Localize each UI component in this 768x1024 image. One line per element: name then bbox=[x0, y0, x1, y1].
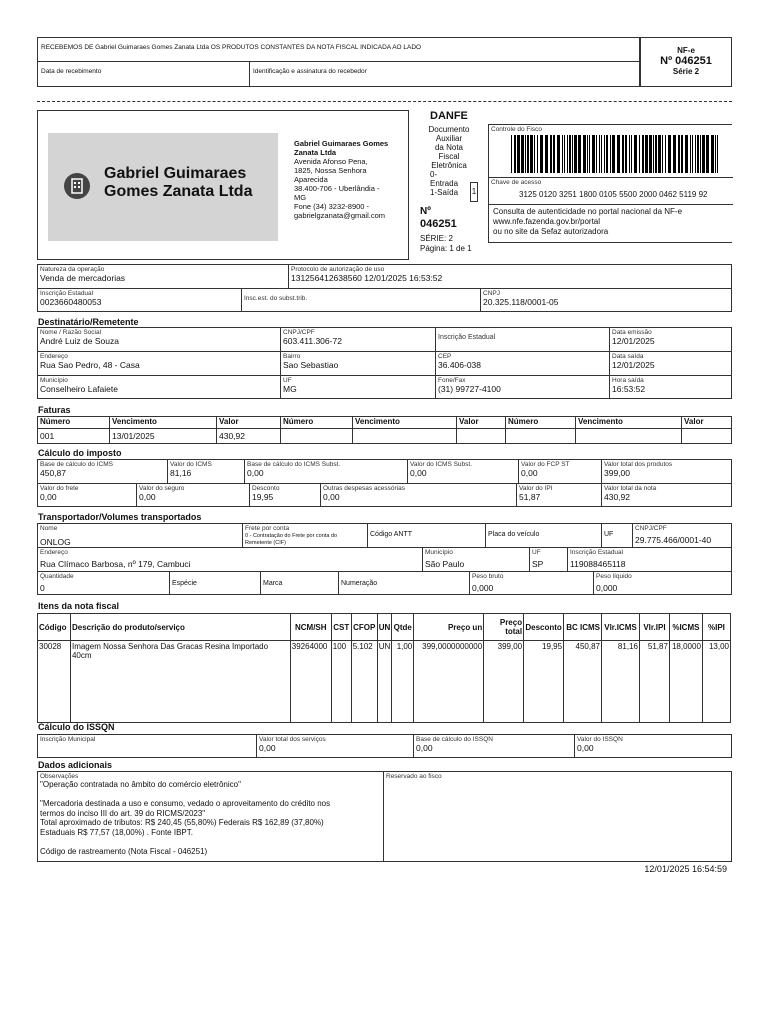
col-qty: Qtde bbox=[392, 614, 414, 641]
district-label: Bairro bbox=[283, 353, 301, 360]
col-cst: CST bbox=[331, 614, 351, 641]
tax-total-label: Valor total da nota bbox=[604, 485, 657, 492]
tax-freight: 0,00 bbox=[40, 492, 57, 502]
danfe-desc-1: Auxiliar bbox=[435, 134, 463, 143]
tax-base-icms: 450,87 bbox=[40, 468, 66, 478]
tax-ipi: 51,87 bbox=[519, 492, 541, 502]
issqn-base: 0,00 bbox=[416, 743, 433, 753]
items-header-row bbox=[38, 614, 731, 641]
consult-line-1: www.nfe.fazenda.gov.br/portal bbox=[493, 217, 601, 226]
issuer-address-5: Fone (34) 3232-8900 - bbox=[294, 202, 370, 211]
danfe-box bbox=[412, 110, 486, 260]
danfe-number-label: Nº bbox=[420, 206, 431, 217]
barcode-label: Controle do Fisco bbox=[491, 126, 542, 133]
carrier-ie: 119088465118 bbox=[570, 559, 626, 569]
transport-block bbox=[37, 523, 732, 595]
gross-weight: 0,000 bbox=[472, 583, 494, 593]
freight-value: 0 - Contratação do Frete por conta do Remetente (CIF) bbox=[245, 533, 338, 546]
exit-label: Data saída bbox=[612, 353, 644, 360]
services-value: 0,00 bbox=[259, 743, 276, 753]
tax-other-label: Outras despesas acessórias bbox=[323, 485, 406, 492]
tax-fcp-st: 0,00 bbox=[521, 468, 538, 478]
tax-icms-st: 0,00 bbox=[410, 468, 427, 478]
cep-value: 36.406-038 bbox=[438, 360, 482, 370]
tax-icms-st-label: Valor do ICMS Subst. bbox=[410, 461, 473, 468]
nfe-number: Nº 046251 bbox=[660, 55, 712, 67]
district-value: Sao Sebastiao bbox=[283, 360, 339, 370]
antt-label: Código ANTT bbox=[370, 531, 413, 538]
phone-label: Fone/Fax bbox=[438, 377, 466, 384]
carrier-uf: SP bbox=[532, 559, 544, 569]
item-vlr-icms: 81,16 bbox=[601, 641, 639, 723]
building-icon bbox=[64, 173, 90, 199]
table-row bbox=[38, 641, 731, 723]
transport-section-title: Transportador/Volumes transportados bbox=[38, 512, 202, 522]
services-label: Valor total dos serviços bbox=[259, 736, 326, 743]
recipient-section-title: Destinatário/Remetente bbox=[38, 317, 139, 327]
obs-line-7: Código de rastreamento (Nota Fiscal - 046251) bbox=[40, 846, 208, 856]
gross-weight-label: Peso bruto bbox=[472, 573, 504, 580]
inv-h-value-3: Valor bbox=[681, 416, 732, 428]
danfe-desc-3: Fiscal bbox=[438, 152, 460, 161]
operation-type-box bbox=[470, 182, 478, 202]
additional-block bbox=[37, 771, 732, 862]
tax-base-icms-label: Base de cálculo do ICMS bbox=[40, 461, 113, 468]
nature-value: Venda de mercadorias bbox=[40, 273, 126, 283]
inv-h-due-3: Vencimento bbox=[575, 416, 681, 428]
danfe-desc-0: Documento bbox=[428, 125, 470, 134]
issqn-base-label: Base de cálculo do ISSQN bbox=[416, 736, 493, 743]
plate-label: Placa do veículo bbox=[488, 531, 540, 538]
col-discount: Desconto bbox=[524, 614, 564, 641]
tax-block bbox=[37, 459, 732, 507]
protocol-value: 131256412638560 12/01/2025 16:53:52 bbox=[291, 273, 443, 283]
access-key: 3125 0120 3251 1800 0105 5500 2000 0462 5119 92 bbox=[519, 190, 708, 199]
carrier-address: Rua Clímaco Barbosa, nº 179, Cambuci bbox=[40, 559, 191, 569]
entry-label-2: 1-Saída bbox=[430, 188, 459, 197]
obs-line-5: Estaduais R$ 77,57 (18,00%) . Fonte IBPT. bbox=[40, 827, 193, 837]
recipient-doc-label: CNPJ/CPF bbox=[283, 329, 315, 336]
tax-insurance-label: Valor do seguro bbox=[139, 485, 185, 492]
issqn-block bbox=[37, 734, 732, 758]
issuer-address-4: MG bbox=[294, 193, 307, 202]
issuer-cnpj-label: CNPJ bbox=[483, 290, 500, 297]
freight-label: Frete por conta bbox=[245, 525, 290, 532]
operation-type-value: 1 bbox=[471, 187, 477, 196]
danfe-series: SÉRIE: 2 bbox=[420, 234, 453, 243]
issuer-logo bbox=[48, 133, 278, 241]
recipient-ie-label: Inscrição Estadual bbox=[438, 334, 496, 341]
item-cfop: 5.102 bbox=[351, 641, 377, 723]
access-key-label: Chave de acesso bbox=[491, 179, 542, 186]
tax-other: 0,00 bbox=[323, 492, 340, 502]
col-vlr-ipi: Vlr.IPI bbox=[639, 614, 669, 641]
uf-value: MG bbox=[283, 384, 297, 394]
reserved-label: Reservado ao fisco bbox=[386, 773, 442, 780]
item-vlr-ipi: 51,87 bbox=[639, 641, 669, 723]
issuer-address-2: Aparecida bbox=[294, 175, 328, 184]
additional-section-title: Dados adicionais bbox=[38, 760, 113, 770]
nfe-label: NF-e bbox=[677, 46, 695, 55]
brand-label: Marca bbox=[263, 580, 283, 587]
emission-label: Data emissão bbox=[612, 329, 652, 336]
cut-line bbox=[37, 101, 732, 102]
city-label: Município bbox=[40, 377, 68, 384]
invoice-due: 13/01/2025 bbox=[112, 431, 155, 441]
issqn-value-label: Valor do ISSQN bbox=[577, 736, 623, 743]
item-pct-icms: 18,0000 bbox=[669, 641, 702, 723]
net-weight: 0,000 bbox=[596, 583, 618, 593]
item-discount: 19,95 bbox=[524, 641, 564, 723]
species-label: Espécie bbox=[172, 580, 197, 587]
tax-base-st-label: Base de cálculo do ICMS Subst. bbox=[247, 461, 341, 468]
issqn-section-title: Cálculo do ISSQN bbox=[38, 722, 115, 732]
tax-products-label: Valor total dos produtos bbox=[604, 461, 673, 468]
carrier-address-label: Endereço bbox=[40, 549, 68, 556]
issuer-box bbox=[37, 110, 409, 260]
col-pct-ipi: %IPI bbox=[702, 614, 730, 641]
issuer-address-3: 38.400-706 - Uberlândia - bbox=[294, 184, 380, 193]
carrier-name-label: Nome bbox=[40, 525, 58, 532]
inv-h-number-3: Número bbox=[505, 416, 575, 428]
danfe-number: 046251 bbox=[420, 218, 457, 230]
exit-date: 12/01/2025 bbox=[612, 360, 655, 370]
col-unit-price: Preço un bbox=[414, 614, 484, 641]
recipient-address-label: Endereço bbox=[40, 353, 68, 360]
invoice-number: 001 bbox=[40, 431, 55, 441]
plate-uf-label: UF bbox=[604, 531, 614, 538]
item-unit-price: 399,0000000000 bbox=[414, 641, 484, 723]
city-value: Conselheiro Lafaiete bbox=[40, 384, 118, 394]
inv-h-value-1: Valor bbox=[216, 416, 280, 428]
col-vlr-icms: Vlr.ICMS bbox=[601, 614, 639, 641]
col-pct-icms: %ICMS bbox=[669, 614, 702, 641]
fisco-box bbox=[488, 124, 732, 243]
exit-time: 16:53:52 bbox=[612, 384, 646, 394]
items-table bbox=[37, 613, 731, 723]
entry-label-1: Entrada bbox=[430, 179, 459, 188]
col-description: Descrição do produto/serviço bbox=[70, 614, 290, 641]
tax-total: 430,92 bbox=[604, 492, 630, 502]
carrier-ie-label: Inscrição Estadual bbox=[570, 549, 624, 556]
col-ncm: NCM/SH bbox=[290, 614, 331, 641]
col-cfop: CFOP bbox=[351, 614, 377, 641]
item-cst: 100 bbox=[331, 641, 351, 723]
obs-line-4: Total aproximado de tributos: R$ 240,45 (55,80%) Federais R$ 162,89 (37,80%) bbox=[40, 818, 324, 827]
inv-h-value-2: Valor bbox=[456, 416, 505, 428]
invoices-section-title: Faturas bbox=[38, 405, 71, 415]
tax-icms: 81,16 bbox=[170, 468, 192, 478]
danfe-desc-4: Eletrônica bbox=[431, 161, 467, 170]
operation-block bbox=[37, 264, 732, 312]
cep-label: CEP bbox=[438, 353, 452, 360]
issuer-ie-label: Inscrição Estadual bbox=[40, 290, 94, 297]
item-code: 30028 bbox=[38, 641, 71, 723]
nfe-series: Série 2 bbox=[672, 67, 700, 76]
danfe-page: Página: 1 de 1 bbox=[420, 244, 472, 253]
obs-line-0: "Operação contratada no âmbito do comércio eletrônico" bbox=[40, 780, 241, 789]
issuer-address-0: Avenida Afonso Pena, bbox=[294, 157, 368, 166]
recipient-name-label: Nome / Razão Social bbox=[40, 329, 102, 336]
carrier-doc: 29.775.466/0001-40 bbox=[635, 535, 712, 545]
col-un: UN bbox=[377, 614, 392, 641]
obs-label: Observações bbox=[40, 773, 79, 780]
ie-st-label: Insc.est. do subst.trib. bbox=[244, 295, 308, 302]
inv-h-number-2: Número bbox=[280, 416, 352, 428]
tax-discount-label: Desconto bbox=[252, 485, 280, 492]
logo-company-name: Gabriel Guimaraes Gomes Zanata Ltda bbox=[104, 165, 253, 200]
carrier-doc-label: CNPJ/CPF bbox=[635, 525, 667, 532]
carrier-uf-label: UF bbox=[532, 549, 541, 556]
receipt-date-label: Data de recebimento bbox=[41, 68, 102, 75]
issuer-name: Gabriel Guimaraes Gomes Zanata Ltda bbox=[294, 139, 389, 157]
receipt-text: RECEBEMOS DE Gabriel Guimaraes Gomes Zanata Ltda OS PRODUTOS CONSTANTES DA NOTA FISCAL INDICADA AO LADO bbox=[41, 44, 422, 51]
tax-base-st: 0,00 bbox=[247, 468, 264, 478]
issuer-cnpj-value: 20.325.118/0001-05 bbox=[483, 297, 559, 307]
tax-discount: 19,95 bbox=[252, 492, 274, 502]
net-weight-label: Peso líquido bbox=[596, 573, 632, 580]
print-timestamp: 12/01/2025 16:54:59 bbox=[644, 864, 727, 874]
danfe-desc-2: da Nota bbox=[434, 143, 464, 152]
item-total-price: 399,00 bbox=[484, 641, 524, 723]
entry-label-0: 0- bbox=[430, 170, 438, 179]
obs-line-2: "Mercadoria destinada a uso e consumo, vedado o aproveitamento do crédito nos bbox=[40, 799, 331, 808]
item-pct-ipi: 13,00 bbox=[702, 641, 730, 723]
tax-ipi-label: Valor do IPI bbox=[519, 485, 553, 492]
item-qty: 1,00 bbox=[392, 641, 414, 723]
uf-label: UF bbox=[283, 377, 292, 384]
carrier-name: ONLOG bbox=[40, 537, 71, 547]
item-description: Imagem Nossa Senhora Das Gracas Resina Importado 40cm bbox=[70, 641, 290, 723]
danfe-title: DANFE bbox=[430, 110, 468, 122]
carrier-city: São Paulo bbox=[425, 559, 465, 569]
inv-h-due-1: Vencimento bbox=[109, 416, 216, 428]
obs-line-6 bbox=[40, 837, 383, 847]
obs-line-1 bbox=[40, 790, 383, 800]
recipient-block bbox=[37, 327, 732, 399]
carrier-city-label: Município bbox=[425, 549, 453, 556]
inv-h-number-1: Número bbox=[37, 416, 109, 428]
col-code: Código bbox=[38, 614, 71, 641]
item-bc-icms: 450,87 bbox=[564, 641, 602, 723]
issuer-address-6: gabrielgzanata@gmail.com bbox=[294, 211, 385, 220]
invoice-value: 430,92 bbox=[219, 431, 245, 441]
municipal-label: Inscrição Municipal bbox=[40, 736, 96, 743]
nature-label: Natureza da operação bbox=[40, 266, 105, 273]
recipient-doc: 603.411.306-72 bbox=[283, 336, 342, 346]
item-un: UN bbox=[377, 641, 392, 723]
emission-date: 12/01/2025 bbox=[612, 336, 655, 346]
col-total-price: Preço total bbox=[484, 614, 524, 641]
tax-freight-label: Valor do frete bbox=[40, 485, 79, 492]
receipt-sign-label: Identificação e assinatura do recebedor bbox=[253, 68, 367, 75]
qty-value: 0 bbox=[40, 583, 45, 593]
protocol-label: Protocolo de autorização de uso bbox=[291, 266, 385, 273]
receipt-nfe-box bbox=[640, 37, 732, 87]
exit-time-label: Hora saída bbox=[612, 377, 644, 384]
obs-line-3: termos do inciso III do art. 39 do RICMS/2023" bbox=[40, 808, 206, 818]
recipient-address: Rua Sao Pedro, 48 - Casa bbox=[40, 360, 140, 370]
inv-h-due-2: Vencimento bbox=[352, 416, 456, 428]
item-ncm: 39264000 bbox=[290, 641, 331, 723]
issuer-address-1: 1825, Nossa Senhora bbox=[294, 166, 367, 175]
receipt-stub bbox=[37, 37, 640, 87]
invoices-table bbox=[37, 416, 732, 444]
tax-icms-label: Valor do ICMS bbox=[170, 461, 212, 468]
issuer-ie-value: 0023660480053 bbox=[40, 297, 102, 307]
numbering-label: Numeração bbox=[341, 580, 378, 587]
qty-label: Quantidade bbox=[40, 573, 74, 580]
phone-value: (31) 99727-4100 bbox=[438, 384, 501, 394]
items-section-title: Itens da nota fiscal bbox=[38, 601, 120, 611]
recipient-name: André Luiz de Souza bbox=[40, 336, 119, 346]
col-bc-icms: BC ICMS bbox=[564, 614, 602, 641]
tax-fcp-st-label: Valor do FCP ST bbox=[521, 461, 570, 468]
barcode bbox=[511, 135, 721, 173]
consult-line-2: ou no site da Sefaz autorizadora bbox=[493, 227, 609, 236]
receipt-signature-field bbox=[250, 62, 639, 86]
issqn-value: 0,00 bbox=[577, 743, 594, 753]
tax-section-title: Cálculo do imposto bbox=[38, 448, 122, 458]
tax-insurance: 0,00 bbox=[139, 492, 156, 502]
consult-line-0: Consulta de autenticidade no portal nacional da NF-e bbox=[493, 207, 683, 216]
tax-products: 399,00 bbox=[604, 468, 630, 478]
